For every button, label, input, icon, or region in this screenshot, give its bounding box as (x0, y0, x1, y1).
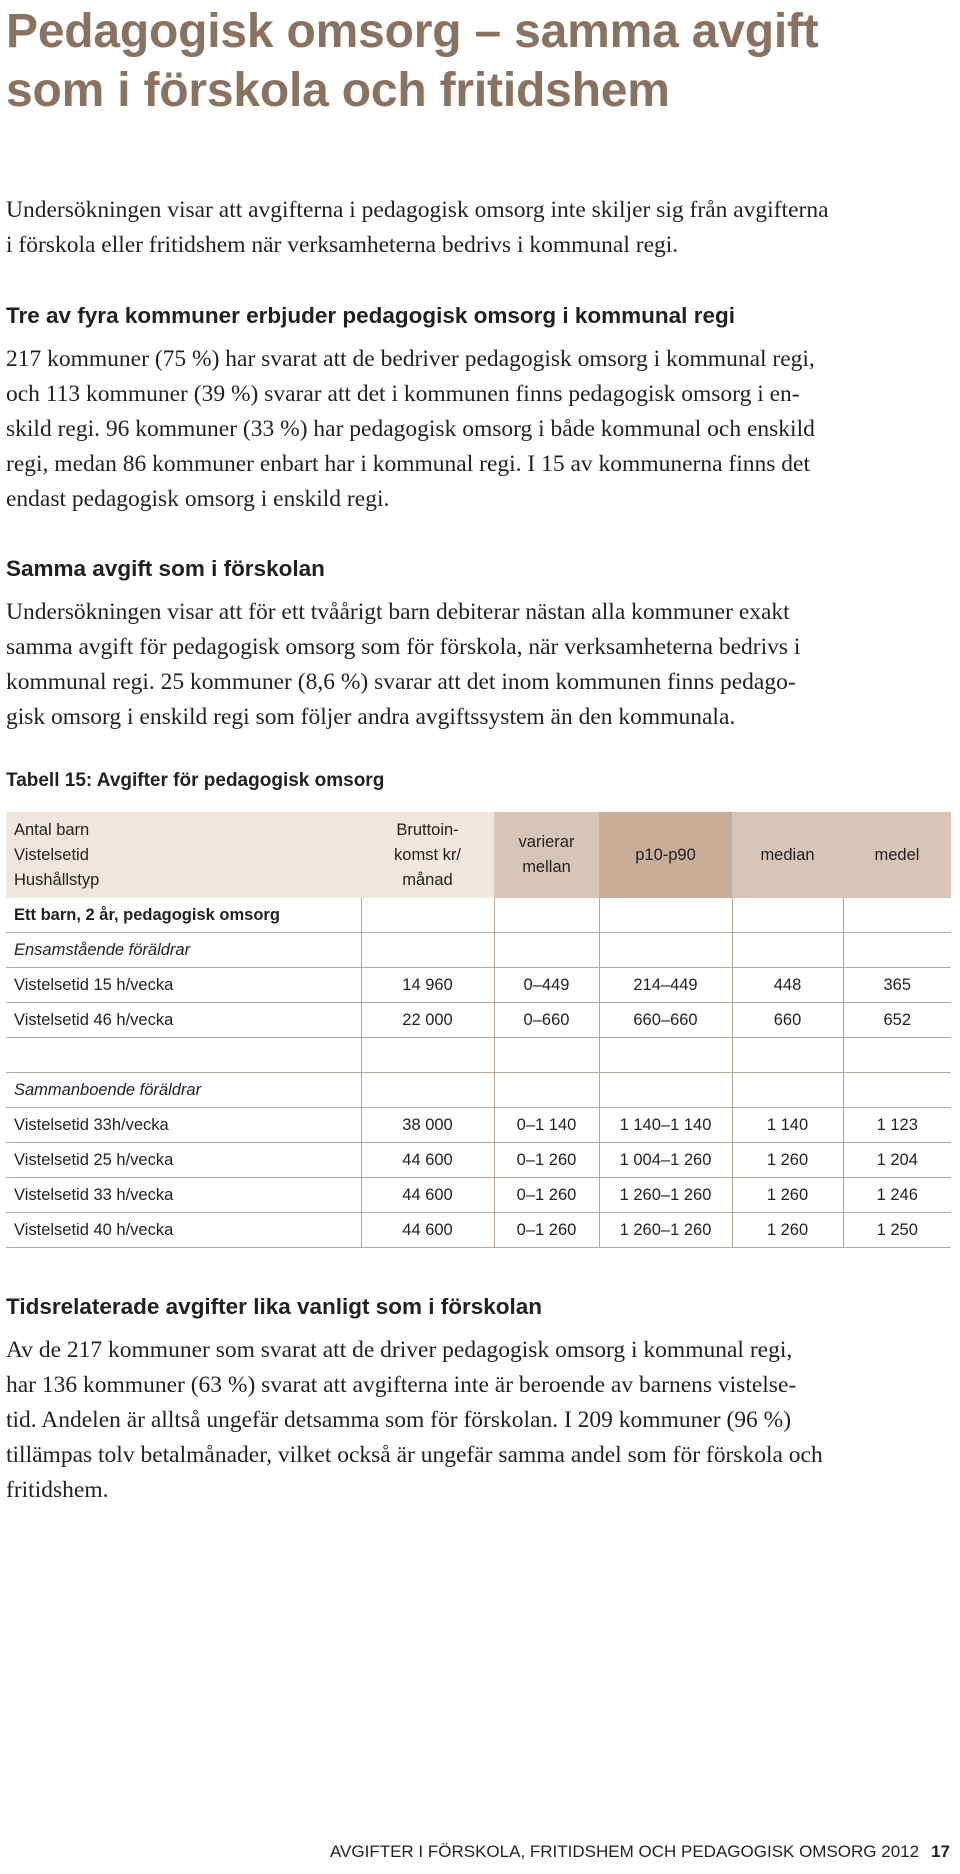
title-line: som i förskola och fritidshem (6, 64, 670, 117)
section-heading-samma-avgift: Samma avgift som i förskolan (6, 556, 325, 581)
value-cell (494, 898, 599, 933)
value-cell: 0–449 (494, 968, 599, 1003)
value-cell: 44 600 (361, 1143, 494, 1178)
value-cell (361, 1073, 494, 1108)
table-row (6, 1108, 951, 1143)
row-label-cell: Vistelsetid 40 h/vecka (6, 1213, 361, 1248)
value-cell: 0–1 260 (494, 1213, 599, 1248)
table-row (6, 1213, 951, 1248)
section-paragraph-tidsrelaterade (6, 1333, 946, 1508)
table-row (6, 968, 951, 1003)
header-medel: medel (843, 812, 951, 898)
paragraph-line: och 113 kommuner (39 %) svarar att det i kommunen finns pedagogisk omsorg i en- (6, 381, 800, 407)
value-cell (494, 933, 599, 968)
value-cell: 660–660 (599, 1003, 732, 1038)
value-cell (361, 1038, 494, 1073)
value-cell: 0–1 140 (494, 1108, 599, 1143)
value-cell: 448 (732, 968, 843, 1003)
header-p10-p90: p10-p90 (599, 812, 732, 898)
section-paragraph-kommunal-regi (6, 342, 946, 517)
paragraph-line: endast pedagogisk omsorg i enskild regi. (6, 486, 390, 512)
value-cell: 1 140 (732, 1108, 843, 1143)
page-footer (330, 1841, 950, 1863)
value-cell (732, 898, 843, 933)
section-heading-kommunal-regi: Tre av fyra kommuner erbjuder pedagogisk omsorg i kommunal regi (6, 303, 735, 328)
value-cell: 1 260 (732, 1143, 843, 1178)
row-label-cell: Vistelsetid 15 h/vecka (6, 968, 361, 1003)
paragraph-line: fritidshem. (6, 1477, 109, 1503)
paragraph-line: tid. Andelen är alltså ungefär detsamma som för förskolan. I 209 kommuner (96 %) (6, 1407, 792, 1433)
value-cell (843, 1038, 951, 1073)
fee-table (6, 812, 951, 1248)
section-paragraph-samma-avgift (6, 595, 946, 735)
paragraph-line: kommunal regi. 25 kommuner (8,6 %) svarar att det inom kommunen finns pedago- (6, 669, 796, 695)
page-number: 17 (931, 1842, 950, 1861)
value-cell: 22 000 (361, 1003, 494, 1038)
value-cell: 0–1 260 (494, 1143, 599, 1178)
table-row (6, 898, 951, 933)
header-median: median (732, 812, 843, 898)
paragraph-line: Av de 217 kommuner som svarat att de driver pedagogisk omsorg i kommunal regi, (6, 1337, 793, 1363)
header-line: varierar (518, 833, 575, 851)
value-cell (599, 933, 732, 968)
table-row (6, 1003, 951, 1038)
row-label-cell: Vistelsetid 46 h/vecka (6, 1003, 361, 1038)
table-row (6, 1178, 951, 1213)
header-line: månad (402, 870, 453, 889)
paragraph-line: har 136 kommuner (63 %) svarat att avgifterna inte är beroende av barnens vistelse- (6, 1372, 797, 1398)
value-cell: 1 204 (843, 1143, 951, 1178)
row-label-cell: Ett barn, 2 år, pedagogisk omsorg (6, 898, 361, 933)
table-header-row (6, 812, 951, 898)
paragraph-line: 217 kommuner (75 %) har svarat att de bedriver pedagogisk omsorg i kommunal regi, (6, 346, 815, 372)
value-cell: 38 000 (361, 1108, 494, 1143)
paragraph-line: gisk omsorg i enskild regi som följer andra avgiftssystem än den kommunala. (6, 704, 736, 730)
header-line: Hushållstyp (14, 870, 100, 889)
title-line: Pedagogisk omsorg – samma avgift (6, 5, 819, 58)
value-cell (599, 1073, 732, 1108)
paragraph-line: skild regi. 96 kommuner (33 %) har pedagogisk omsorg i både kommunal och enskild (6, 416, 815, 442)
value-cell: 365 (843, 968, 951, 1003)
header-line: Bruttoin- (396, 820, 459, 839)
row-label-cell (6, 1038, 361, 1073)
value-cell (361, 933, 494, 968)
section-heading-tidsrelaterade: Tidsrelaterade avgifter lika vanligt som i förskolan (6, 1294, 543, 1319)
table-row (6, 1038, 951, 1073)
value-cell (599, 1038, 732, 1073)
row-label-cell: Vistelsetid 33h/vecka (6, 1108, 361, 1143)
value-cell: 0–660 (494, 1003, 599, 1038)
value-cell (494, 1073, 599, 1108)
value-cell (361, 898, 494, 933)
paragraph-line: regi, medan 86 kommuner enbart har i kommunal regi. I 15 av kommunerna finns det (6, 451, 811, 477)
value-cell: 214–449 (599, 968, 732, 1003)
header-line: Antal barn (14, 820, 90, 839)
value-cell: 652 (843, 1003, 951, 1038)
row-label-cell: Vistelsetid 25 h/vecka (6, 1143, 361, 1178)
value-cell (732, 1073, 843, 1108)
header-line: komst kr/ (394, 845, 461, 864)
value-cell: 1 260 (732, 1213, 843, 1248)
value-cell (599, 898, 732, 933)
value-cell: 1 123 (843, 1108, 951, 1143)
value-cell (843, 898, 951, 933)
value-cell: 1 260–1 260 (599, 1178, 732, 1213)
value-cell (843, 933, 951, 968)
table-row (6, 1073, 951, 1108)
value-cell: 1 004–1 260 (599, 1143, 732, 1178)
value-cell: 1 246 (843, 1178, 951, 1213)
page-title (6, 2, 946, 120)
value-cell (843, 1073, 951, 1108)
value-cell (494, 1038, 599, 1073)
row-label-cell: Vistelsetid 33 h/vecka (6, 1178, 361, 1213)
intro-line: i förskola eller fritidshem när verksamheterna bedrivs i kommunal regi. (6, 232, 679, 258)
value-cell (732, 1038, 843, 1073)
value-cell: 1 260–1 260 (599, 1213, 732, 1248)
intro-paragraph (6, 193, 946, 263)
table-body (6, 898, 951, 1248)
intro-line: Undersökningen visar att avgifterna i pedagogisk omsorg inte skiljer sig från avgifterna (6, 197, 829, 223)
paragraph-line: tillämpas tolv betalmånader, vilket också är ungefär samma andel som för förskola och (6, 1442, 823, 1468)
table-row (6, 933, 951, 968)
row-label-cell: Sammanboende föräldrar (6, 1073, 361, 1108)
value-cell: 660 (732, 1003, 843, 1038)
header-varierar-mellan (494, 812, 599, 898)
value-cell: 1 260 (732, 1178, 843, 1213)
header-bruttoinkomst (361, 812, 494, 898)
header-line: Vistelsetid (14, 845, 89, 864)
value-cell: 14 960 (361, 968, 494, 1003)
table-caption: Tabell 15: Avgifter för pedagogisk omsorg (6, 770, 385, 791)
value-cell (732, 933, 843, 968)
value-cell: 44 600 (361, 1213, 494, 1248)
footer-text: AVGIFTER I FÖRSKOLA, FRITIDSHEM OCH PEDAGOGISK OMSORG 2012 (329, 1842, 920, 1861)
table-row (6, 1143, 951, 1178)
paragraph-line: samma avgift för pedagogisk omsorg som för förskola, när verksamheterna bedrivs i (6, 634, 801, 660)
row-label-cell: Ensamstående föräldrar (6, 933, 361, 968)
header-line: mellan (522, 858, 571, 876)
value-cell: 0–1 260 (494, 1178, 599, 1213)
header-antal-barn (6, 812, 361, 898)
value-cell: 1 140–1 140 (599, 1108, 732, 1143)
value-cell: 1 250 (843, 1213, 951, 1248)
value-cell: 44 600 (361, 1178, 494, 1213)
paragraph-line: Undersökningen visar att för ett tvåårigt barn debiterar nästan alla kommuner exakt (6, 599, 790, 625)
